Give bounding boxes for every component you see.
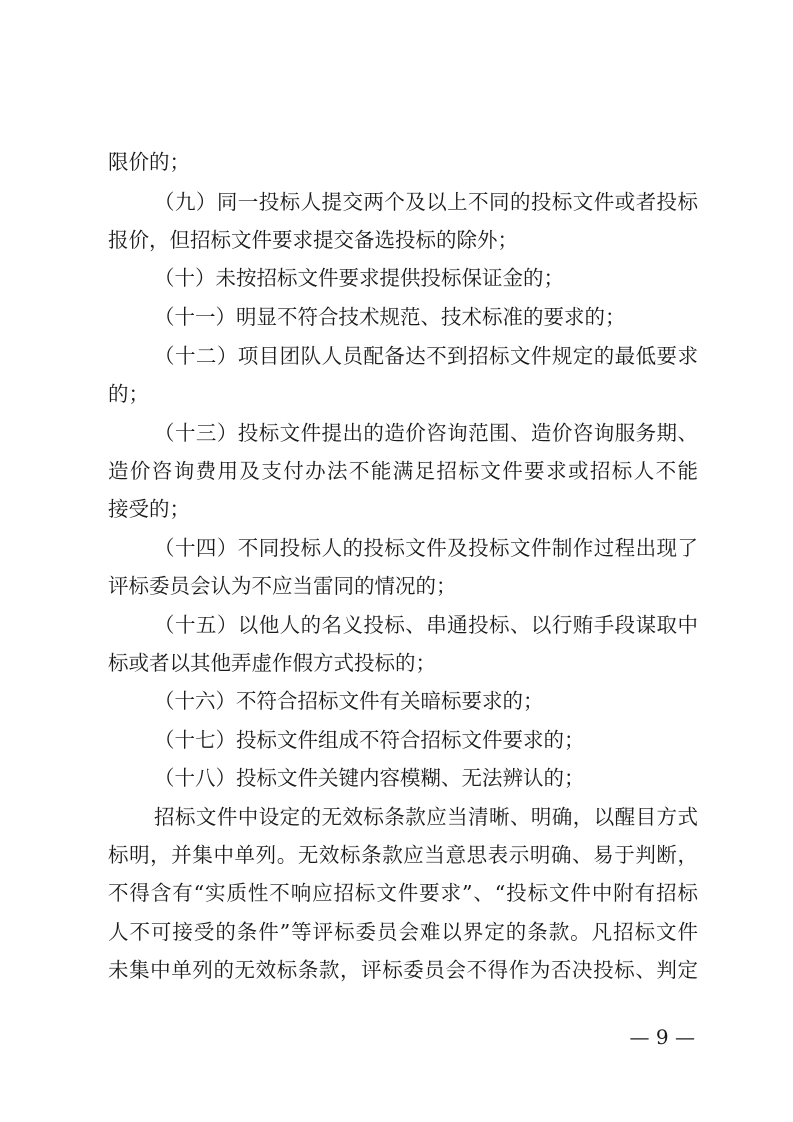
text-line: 的； [108, 382, 149, 406]
text-line: （十三）投标文件提出的造价咨询范围、造价咨询服务期、 [154, 421, 698, 445]
text-line: （九）同一投标人提交两个及以上不同的投标文件或者投标 [154, 190, 698, 214]
text-line: （十二）项目团队人员配备达不到招标文件规定的最低要求 [154, 344, 698, 368]
text-line: 标或者以其他弄虚作假方式投标的； [108, 651, 436, 675]
text-line: 限价的； [108, 150, 190, 174]
text-line: 接受的； [108, 497, 190, 521]
text-line: （十）未按招标文件要求提供投标保证金的； [154, 266, 564, 290]
text-line: 不得含有“实质性不响应招标文件要求”、“投标文件中附有招标 [108, 881, 698, 905]
text-line: 人不可接受的条件”等评标委员会难以界定的条款。凡招标文件 [108, 920, 698, 944]
page-number: — 9 — [629, 1025, 695, 1049]
text-line: 评标委员会认为不应当雷同的情况的； [108, 574, 457, 598]
text-line: （十一）明显不符合技术规范、技术标准的要求的； [154, 305, 626, 329]
text-line: 未集中单列的无效标条款，评标委员会不得作为否决投标、判定 [108, 958, 698, 982]
text-line: 标明，并集中单列。无效标条款应当意思表示明确、易于判断， [108, 843, 698, 867]
text-line: （十七）投标文件组成不符合招标文件要求的； [154, 728, 585, 752]
text-line: 报价，但招标文件要求提交备选投标的除外； [108, 228, 518, 252]
text-line: （十五）以他人的名义投标、串通投标、以行贿手段谋取中 [154, 613, 698, 637]
text-line: 招标文件中设定的无效标条款应当清晰、明确，以醒目方式 [154, 805, 698, 829]
text-line: （十六）不符合招标文件有关暗标要求的； [154, 689, 544, 713]
text-line: （十四）不同投标人的投标文件及投标文件制作过程出现了 [154, 536, 698, 560]
text-line: （十八）投标文件关键内容模糊、无法辨认的； [154, 766, 585, 790]
text-line: 造价咨询费用及支付办法不能满足招标文件要求或招标人不能 [108, 459, 698, 483]
